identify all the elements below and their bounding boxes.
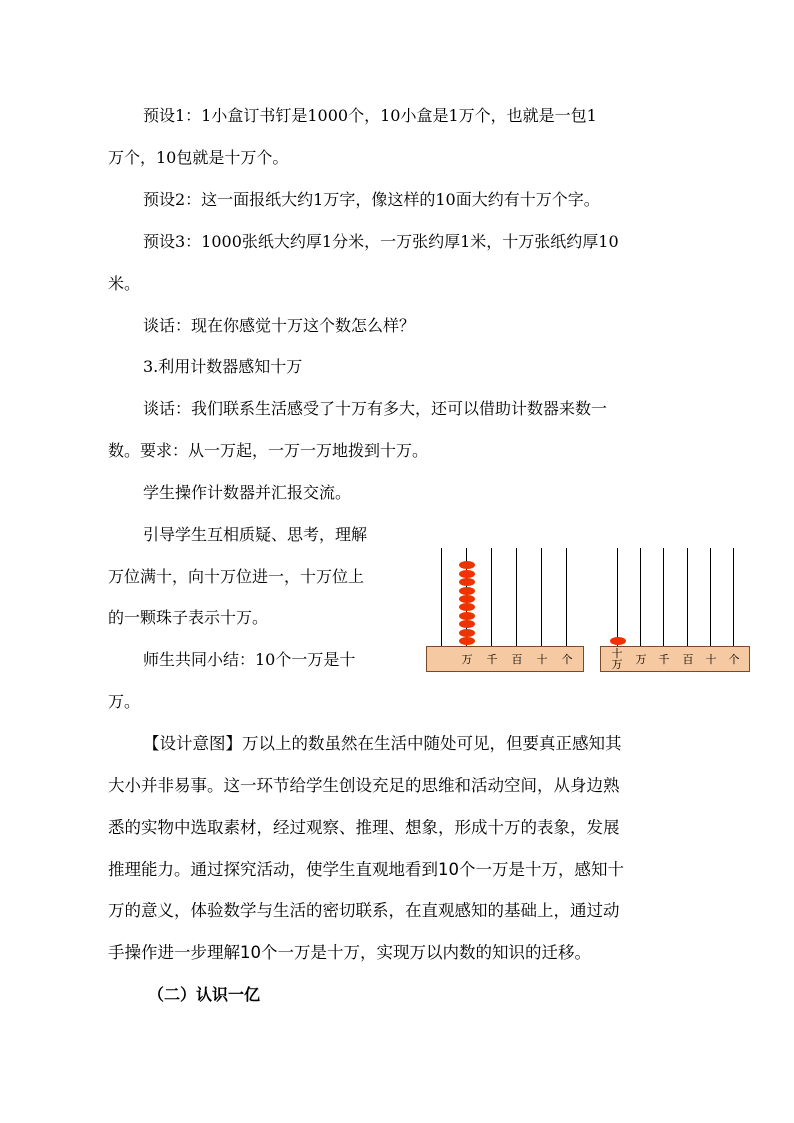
talk-line-1: 谈话：我们联系生活感受了十万有多大，还可以借助计数器来数一: [143, 399, 608, 418]
abacus-left-bead: [459, 620, 475, 628]
abacus-right-place-label: 千: [658, 653, 670, 666]
abacus-left-bead: [459, 603, 475, 611]
guide-line-3: 的一颗珠子表示十万。: [108, 608, 269, 627]
abacus-right-rod: [710, 548, 711, 646]
abacus-right-place-label: 十万: [611, 647, 623, 671]
design-intent-line-4: 推理能力。通过探究活动，使学生直观地看到10个一万是十万，感知十: [108, 860, 624, 879]
talk-line-2: 数。要求：从一万起，一万一万地拨到十万。: [108, 441, 429, 460]
abacus-right-rod: [617, 548, 618, 646]
design-intent-line-2: 大小并非易事。这一环节给学生创设充足的思维和活动空间，从身边熟: [108, 776, 620, 795]
abacus-left-rod: [491, 548, 492, 646]
abacus-right-place-label: 个: [728, 653, 740, 666]
abacus-left-place-label: 万: [461, 653, 473, 666]
preset-1-line-2: 万个，10包就是十万个。: [108, 148, 289, 167]
abacus-right: [600, 548, 750, 672]
section-heading: （二）认识一亿: [148, 985, 261, 1004]
abacus-right-rod: [687, 548, 688, 646]
guide-line-1: 引导学生互相质疑、思考，理解: [143, 525, 368, 544]
preset-1-line-1: 预设1：1小盒订书钉是1000个，10小盒是1万个，也就是一包1: [143, 106, 597, 125]
summary-line-1: 师生共同小结：10个一万是十: [143, 650, 356, 669]
abacus-right-rod: [733, 548, 734, 646]
design-intent-line-1: 【设计意图】万以上的数虽然在生活中随处可见，但要真正感知其: [143, 734, 622, 753]
abacus-right-rod: [663, 548, 664, 646]
abacus-left-rod: [566, 548, 567, 646]
preset-3-line-1: 预设3：1000张纸大约厚1分米，一万张约厚1米，十万张纸约厚10: [143, 232, 619, 251]
abacus-left-rod: [516, 548, 517, 646]
abacus-left-place-label: 千: [486, 653, 498, 666]
design-intent-line-5: 万的意义，体验数学与生活的密切联系，在直观感知的基础上，通过动: [108, 901, 620, 920]
design-intent-line-3: 悉的实物中选取素材，经过观察、推理、想象，形成十万的表象，发展: [108, 818, 620, 837]
abacus-right-place-label: 百: [682, 653, 694, 666]
abacus-left-bead: [459, 595, 475, 603]
talk-question: 谈话：现在你感觉十万这个数怎么样？: [143, 316, 416, 335]
abacus-right-bead: [610, 637, 626, 645]
abacus-left-rod: [541, 548, 542, 646]
abacus-left-bead: [459, 578, 475, 586]
preset-3-line-2: 米。: [108, 274, 141, 293]
abacus-left-bead: [459, 561, 475, 569]
abacus-left-place-label: 百: [511, 653, 523, 666]
guide-line-2: 万位满十，向十万位进一，十万位上: [108, 567, 365, 586]
summary-line-2: 万。: [108, 692, 141, 711]
abacus-left-bead: [459, 637, 475, 645]
abacus-right-place-label: 万: [635, 653, 647, 666]
abacus-left-bead: [459, 587, 475, 595]
abacus-left-bead: [459, 629, 475, 637]
abacus-left-bead: [459, 570, 475, 578]
abacus-left-bead: [459, 612, 475, 620]
abacus-right-rod: [640, 548, 641, 646]
abacus-left-place-label: 个: [561, 653, 573, 666]
student-operate: 学生操作计数器并汇报交流。: [143, 483, 352, 502]
preset-2: 预设2：这一面报纸大约1万字，像这样的10面大约有十万个字。: [143, 190, 600, 209]
design-intent-line-6: 手操作进一步理解10个一万是十万，实现万以内数的知识的迁移。: [108, 943, 591, 962]
abacus-left-place-label: 十: [536, 653, 548, 666]
section-3-title: 3.利用计数器感知十万: [143, 357, 303, 376]
abacus-right-place-label: 十: [705, 653, 717, 666]
abacus-left-rod: [441, 548, 442, 646]
abacus-left: [426, 548, 584, 672]
